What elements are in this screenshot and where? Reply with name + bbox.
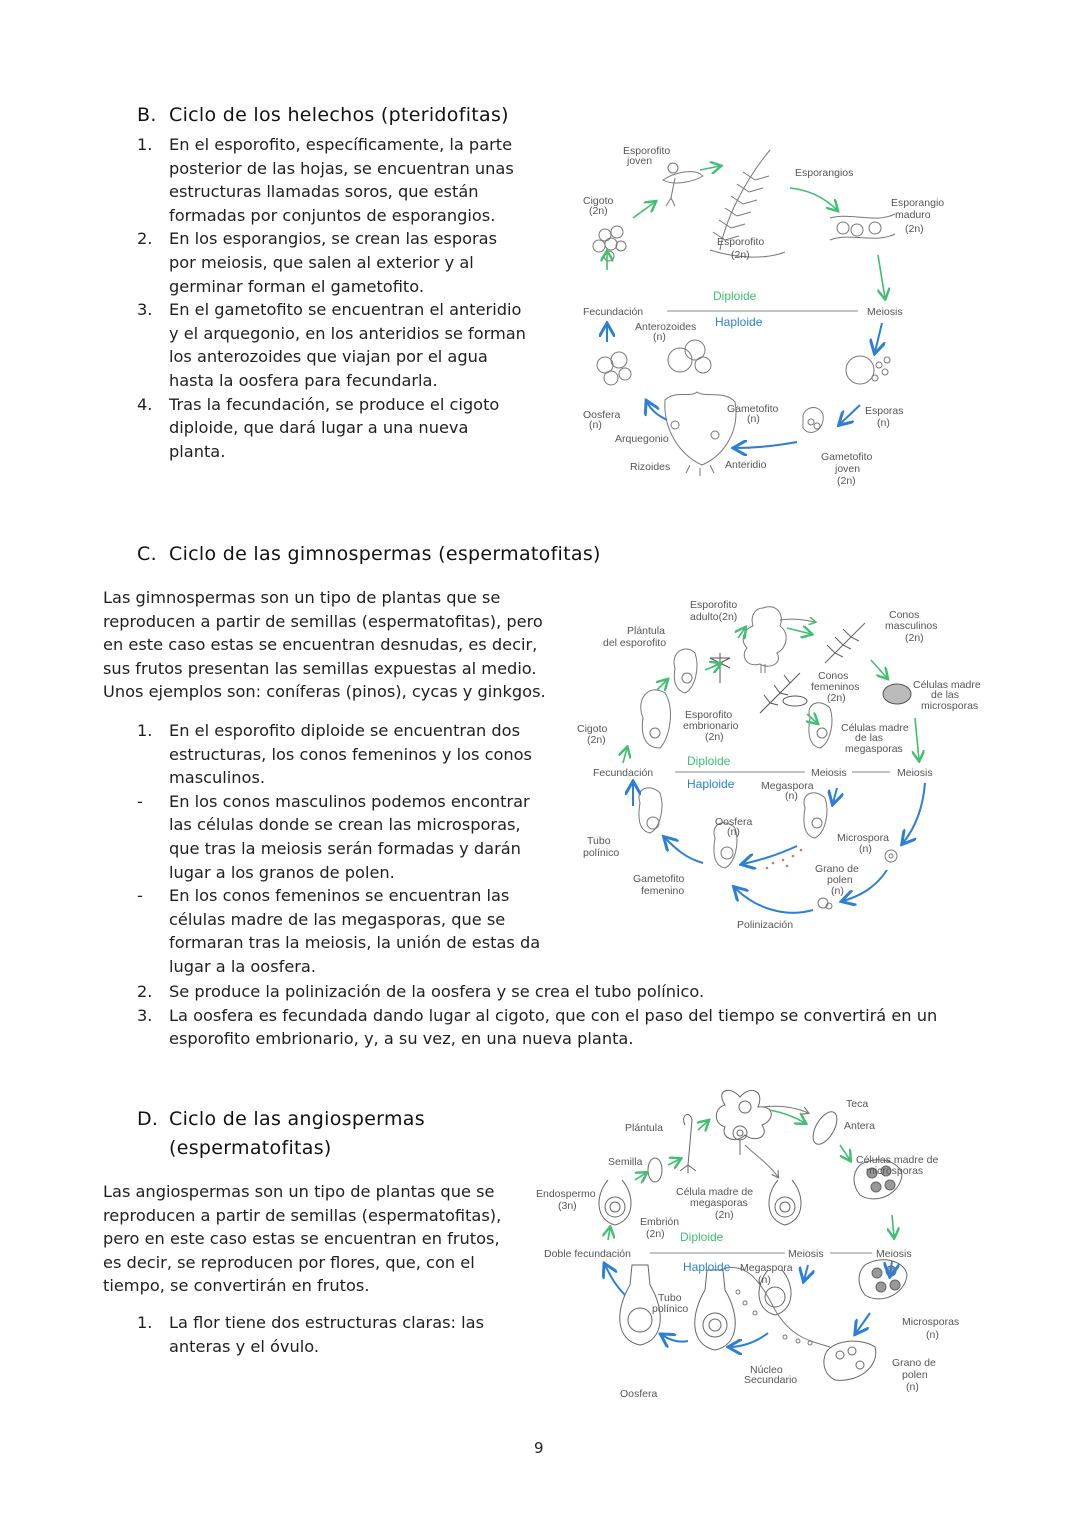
label-secundario: Secundario [744,1374,798,1386]
label-doble-fecundacion: Doble fecundación [544,1248,631,1260]
list-item [137,790,547,884]
label-meiosis-2: Meiosis [876,1248,912,1260]
label-meiosis-1: Meiosis [788,1248,824,1260]
label-oosfera-n: (n) [589,419,602,431]
label-microspora: Microspora [837,832,889,844]
label-de-las-2: de las [855,732,884,744]
label-maduro: maduro [895,209,931,221]
fern-life-cycle-diagram [575,140,975,495]
label-femenino: femenino [641,885,685,897]
label-anteridio: Anteridio [725,459,767,471]
label-masculinos: masculinos [885,620,938,632]
label-esporofito: Esporofito [690,599,738,611]
section-title: Ciclo de los helechos (pteridofitas) [169,104,509,126]
label-cigoto-2n: (2n) [587,734,606,746]
label-haploide: Haploide [687,777,735,791]
label-embrionario-2n: (2n) [705,731,724,743]
label-megasporas: megasporas [845,743,903,755]
label-joven: joven [835,463,861,475]
label-grano: Grano de [815,863,859,875]
gymnosperms-steps-list-continued [137,980,967,1051]
label-embrion: Embrión [640,1216,680,1228]
label-microsporas: Microsporas [902,1316,960,1328]
label-megaspora: Megaspora [761,780,814,792]
label-celulas-madre: Células madre [913,679,981,691]
list-item [137,1004,967,1051]
label-conos-fem: Conos [818,670,849,682]
label-oosfera: Oosfera [583,409,621,421]
label-cigoto-2n: (2n) [589,205,608,217]
anther-sketch [808,1108,842,1148]
label-polen-n: (n) [906,1381,919,1393]
item-number: 1. [137,721,153,740]
label-esporofito-2n: (2n) [731,249,750,261]
fertilization-sketch [597,340,711,385]
label-polen: polen [827,874,853,886]
section-b-heading [137,104,509,126]
item-number: 4. [137,394,153,414]
list-item [137,884,547,978]
label-oosfera-n: (n) [727,826,740,838]
item-text: En los conos masculinos podemos encontrar las células donde se crean las microsporas, que tras la meiosis serán formadas y darán lugar a los granos de polen. [169,791,530,882]
label-fecundacion: Fecundación [583,306,644,318]
item-number: 3. [137,300,153,320]
list-item [137,298,527,392]
section-title: Ciclo de las gimnospermas (espermatofitas) [169,543,601,565]
label-tubo: Tubo [587,835,611,847]
label-de-las: de las [931,689,960,701]
label-del-esporofito: del esporofito [603,637,667,649]
label-antera: Antera [844,1120,875,1132]
page-number: 9 [534,1439,544,1457]
label-rizoides: Rizoides [630,461,671,473]
label-haploide: Haploide [683,1260,731,1274]
angiosperms-intro: Las angiospermas son un tipo de plantas que se reproducen a partir de semillas (espermatofitas), pero en este caso estas se encuentran en frutos, es decir, se reproducen por flores, que, con el tiempo, se convertirán en frutos. [103,1182,502,1296]
label-conos: Conos [889,609,920,621]
section-letter: C. [137,543,157,565]
label-megasporas: megasporas [690,1197,748,1209]
microspore-mother-cell-sketch [883,684,911,704]
male-cone-sketch [825,623,865,663]
item-text: En los esporangios, se crean las esporas por meiosis, que salen al exterior y al germinar forman el gametofito. [169,229,498,296]
label-arquegonio: Arquegonio [615,433,669,445]
label-meiosis: Meiosis [867,306,903,318]
item-number: 3. [137,1005,153,1025]
spore-sketch [846,356,890,384]
item-number: 2. [137,229,153,249]
label-anterozoides: Anterozoides [635,321,697,333]
label-polen-n: (n) [831,885,844,897]
label-esporofito-joven-2: joven [627,155,653,167]
label-nucleo: Núcleo [750,1364,783,1376]
label-microspora-n: (n) [859,843,872,855]
label-celulas-mega: Células madre [841,722,909,734]
label-tubo: Tubo [658,1292,682,1304]
list-item [137,393,527,464]
label-gametofito: Gametofito [633,873,685,885]
label-polinizacion: Polinización [737,919,794,931]
angiosperm-life-cycle-diagram [530,1085,990,1405]
microspore-mother-sketch [854,1160,907,1299]
label-cigoto: Cigoto [577,723,608,735]
item-number: 1. [137,135,153,154]
label-haploide: Haploide [715,315,763,329]
section-title-line2: (espermatofitas) [169,1137,332,1159]
gymnosperms-intro: Las gimnospermas son un tipo de plantas que se reproducen a partir de semillas (espermatofitas), pero en este caso estas se encuentran desnudas, es decir, sus frutos presentan las semillas expuestas al medio. Unos ejemplos son: coníferas (pinos), cycas y ginkgos. [103,588,546,702]
section-letter: D. [137,1108,159,1130]
label-embrionario: embrionario [683,720,739,732]
item-number: - [137,886,143,906]
label-polinico: polínico [652,1303,689,1315]
list-item [137,1311,507,1358]
label-masculinos-2n: (2n) [905,632,924,644]
label-diploide: Diploide [680,1230,724,1244]
label-megasporas-2n: (2n) [715,1209,734,1221]
seedling-sketch [680,1115,696,1173]
gymnosperms-steps-list [137,719,547,979]
section-letter: B. [137,104,157,126]
label-esporas-n: (n) [877,417,890,429]
item-number: 1. [137,1313,153,1332]
label-megaspora-n: (n) [785,790,798,802]
label-celula-madre-mega: Célula madre de [676,1186,754,1198]
label-esporas: Esporas [865,405,904,417]
ferns-steps-list [137,133,527,463]
pollen-grain-sketch [824,1341,876,1380]
angiosperms-steps-list [137,1311,507,1358]
label-maduro-2n: (2n) [905,223,924,235]
item-number: 2. [137,982,153,1001]
label-microsporas-top: microsporas [866,1165,924,1177]
label-polinico: polínico [583,847,620,859]
adult-sporophyte-tree-sketch [743,607,786,673]
label-microsporas-n: (n) [926,1329,939,1341]
label-joven-2n: (2n) [837,475,856,487]
label-esporofito-joven: Esporofito [623,145,671,157]
item-text: En el esporofito, específicamente, la parte posterior de las hojas, se encuentran unas estructuras llamadas soros, que están formadas por conjuntos de esporangios. [169,135,514,225]
label-diploide: Diploide [713,289,757,303]
label-diploide: Diploide [687,754,731,768]
label-polen: polen [902,1369,928,1381]
label-adulto: adulto(2n) [690,611,738,623]
section-d-heading [137,1105,425,1163]
label-fecundacion: Fecundación [593,767,654,779]
young-sporophyte-sketch [663,163,703,206]
zygote-sketch [593,226,626,261]
label-semilla: Semilla [608,1156,643,1168]
mature-sporangium-sketch [830,214,895,240]
label-femeninos-2n: (2n) [827,692,846,704]
label-gametofito-joven: Gametofito [821,451,873,463]
item-text: Tras la fecundación, se produce el cigoto diploide, que dará lugar a una nueva planta. [169,394,500,461]
label-plantula: Plántula [625,1122,663,1134]
label-meiosis-2: Meiosis [897,767,933,779]
label-megaspora-n: (n) [758,1274,771,1286]
label-oosfera: Oosfera [715,816,753,828]
seed-sketch [648,1158,662,1182]
section-title-line1: Ciclo de las angiospermas [169,1108,425,1130]
item-text: En los conos femeninos se encuentran las células madre de las megasporas, que se formaran tras la meiosis, la unión de estas da lugar a la oosfera. [169,886,541,976]
section-c-heading [137,543,601,565]
label-megaspora: Megaspora [740,1262,793,1274]
young-gametophyte-sketch [803,408,823,433]
label-oosfera: Oosfera [620,1388,658,1400]
item-text: La oosfera es fecundada dando lugar al cigoto, que con el paso del tiempo se convertirá en un esporofito embrionario, y, a su vez, en una nueva planta. [169,1005,938,1049]
label-celulas-madre: Células madre de [856,1154,939,1166]
label-grano: Grano de [892,1357,936,1369]
label-esporofito: Esporofito [717,236,765,248]
list-item [137,719,547,790]
label-anterozoides-n: (n) [653,331,666,343]
label-endospermo-3n: (3n) [558,1200,577,1212]
label-femeninos: femeninos [811,681,860,693]
label-embrion-2n: (2n) [646,1228,665,1240]
list-item [137,133,527,227]
label-cigoto: Cigoto [583,195,614,207]
label-teca: Teca [846,1098,869,1110]
item-number: - [137,791,143,811]
label-esp-embrionario: Esporofito [685,709,733,721]
item-text: La flor tiene dos estructuras claras: las anteras y el óvulo. [169,1313,485,1356]
item-text: En el gametofito se encuentran el anteridio y el arquegonio, en los anteridios se forman los anterozoides que viajan por el agua hasta la oosfera para fecundarla. [169,300,526,390]
item-text: Se produce la polinización de la oosfera y se crea el tubo polínico. [169,982,705,1001]
item-text: En el esporofito diploide se encuentran dos estructuras, los conos femeninos y los conos masculinos. [169,721,532,788]
label-microsporas: microsporas [921,700,979,712]
label-plantula: Plántula [627,625,665,637]
female-cone-sketch [760,673,807,713]
label-endospermo: Endospermo [536,1188,596,1200]
list-item [137,980,967,1004]
label-gametofito: Gametofito [727,403,779,415]
flower-sketch [716,1090,771,1155]
list-item [137,227,527,298]
label-esporangio: Esporangio [891,197,945,209]
label-esporangios: Esporangios [795,167,854,179]
seedling-sketch [710,653,730,683]
gymnosperm-life-cycle-diagram [575,598,1015,938]
label-gametofito-n: (n) [747,413,760,425]
label-meiosis-1: Meiosis [811,767,847,779]
